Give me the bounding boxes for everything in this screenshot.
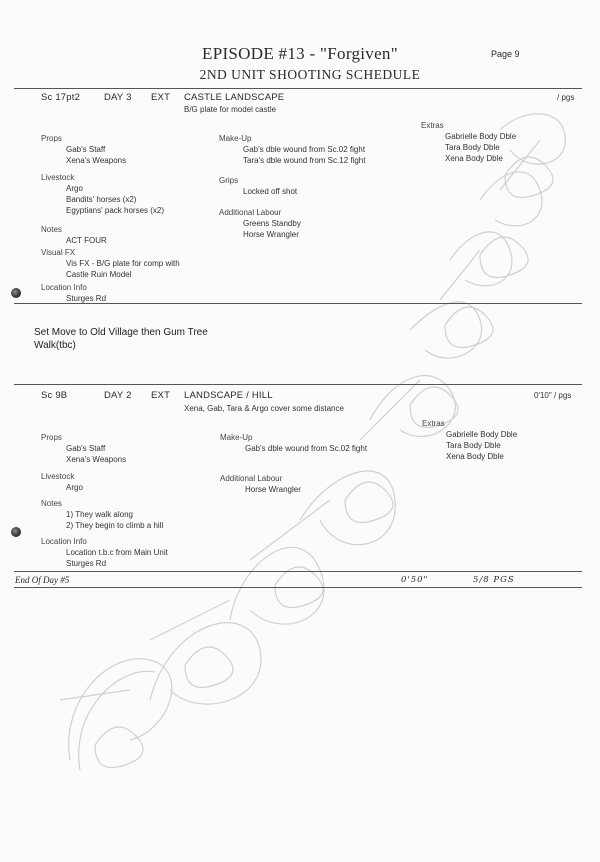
- end-of-day-label: End Of Day #5: [15, 575, 70, 585]
- list-item: Castle Ruin Model: [66, 270, 132, 279]
- makeup-label: Make-Up: [220, 433, 253, 442]
- list-item: Horse Wrangler: [243, 230, 299, 239]
- labour-label: Additional Labour: [219, 208, 282, 217]
- divider: [14, 384, 582, 385]
- scene-day: DAY 2: [104, 390, 132, 401]
- divider: [14, 587, 582, 588]
- notes-label: Notes: [41, 499, 62, 508]
- schedule-subtitle: 2ND UNIT SHOOTING SCHEDULE: [199, 67, 421, 82]
- labour-label: Additional Labour: [220, 474, 283, 483]
- end-of-day-pages: 5/8 PGS: [473, 575, 515, 585]
- list-item: Argo: [66, 184, 83, 193]
- list-item: Gab's Staff: [66, 444, 106, 453]
- move-note: Walk(tbc): [34, 340, 76, 351]
- episode-title: EPISODE #13 - "Forgiven": [202, 44, 398, 63]
- divider: [14, 303, 582, 304]
- livestock-label: Livestock: [41, 173, 75, 182]
- scene-pages: 0'10" / pgs: [534, 391, 572, 400]
- extras-label: Extras: [422, 419, 445, 428]
- livestock-label: Livestock: [41, 472, 75, 481]
- list-item: Horse Wrangler: [245, 485, 301, 494]
- list-item: Xena Body Dble: [445, 154, 503, 163]
- props-label: Props: [41, 433, 62, 442]
- list-item: 1) They walk along: [66, 510, 133, 519]
- list-item: Location t.b.c from Main Unit: [66, 548, 168, 557]
- scene-description: B/G plate for model castle: [184, 105, 277, 114]
- location-label: Location Info: [41, 283, 87, 292]
- makeup-label: Make-Up: [219, 134, 252, 143]
- scene-set: LANDSCAPE / HILL: [184, 390, 273, 401]
- punch-hole: [11, 527, 21, 537]
- list-item: Egyptians' pack horses (x2): [66, 206, 165, 215]
- end-of-day-time: 0'50": [401, 575, 429, 585]
- scene-int-ext: EXT: [151, 390, 171, 401]
- vfx-label: Visual FX: [41, 248, 76, 257]
- list-item: Vis FX - B/G plate for comp with: [66, 259, 180, 268]
- list-item: Greens Standby: [243, 219, 301, 228]
- divider: [14, 571, 582, 572]
- list-item: Sturges Rd: [66, 294, 107, 303]
- list-item: Gabrielle Body Dble: [446, 430, 518, 439]
- grips-label: Grips: [219, 176, 239, 185]
- divider: [14, 88, 582, 89]
- list-item: Gab's dble wound from Sc.02 fight: [243, 145, 366, 154]
- list-item: Xena Body Dble: [446, 452, 504, 461]
- list-item: Tara Body Dble: [445, 143, 500, 152]
- location-label: Location Info: [41, 537, 87, 546]
- list-item: Tara Body Dble: [446, 441, 501, 450]
- scene-description: Xena, Gab, Tara & Argo cover some distance: [184, 404, 344, 413]
- notes-label: Notes: [41, 225, 62, 234]
- list-item: Argo: [66, 483, 83, 492]
- list-item: Xena's Weapons: [66, 156, 127, 165]
- scene-number: Sc 17pt2: [41, 92, 81, 103]
- move-note: Set Move to Old Village then Gum Tree: [34, 327, 208, 338]
- list-item: Bandits' horses (x2): [66, 195, 137, 204]
- list-item: ACT FOUR: [66, 236, 107, 245]
- list-item: 2) They begin to climb a hill: [66, 521, 164, 530]
- scene-pages: / pgs: [557, 93, 575, 102]
- extras-label: Extras: [421, 121, 444, 130]
- list-item: Xena's Weapons: [66, 455, 127, 464]
- list-item: Gab's Staff: [66, 145, 106, 154]
- punch-hole: [11, 288, 21, 298]
- list-item: Tara's dble wound from Sc.12 fight: [243, 156, 366, 165]
- list-item: Gab's dble wound from Sc.02 fight: [245, 444, 368, 453]
- page-number: Page 9: [491, 49, 520, 59]
- list-item: Sturges Rd: [66, 559, 107, 568]
- props-label: Props: [41, 134, 62, 143]
- list-item: Locked off shot: [243, 187, 298, 196]
- scene-int-ext: EXT: [151, 92, 171, 103]
- scene-set: CASTLE LANDSCAPE: [184, 92, 285, 103]
- list-item: Gabrielle Body Dble: [445, 132, 517, 141]
- scene-day: DAY 3: [104, 92, 132, 103]
- scene-number: Sc 9B: [41, 390, 68, 401]
